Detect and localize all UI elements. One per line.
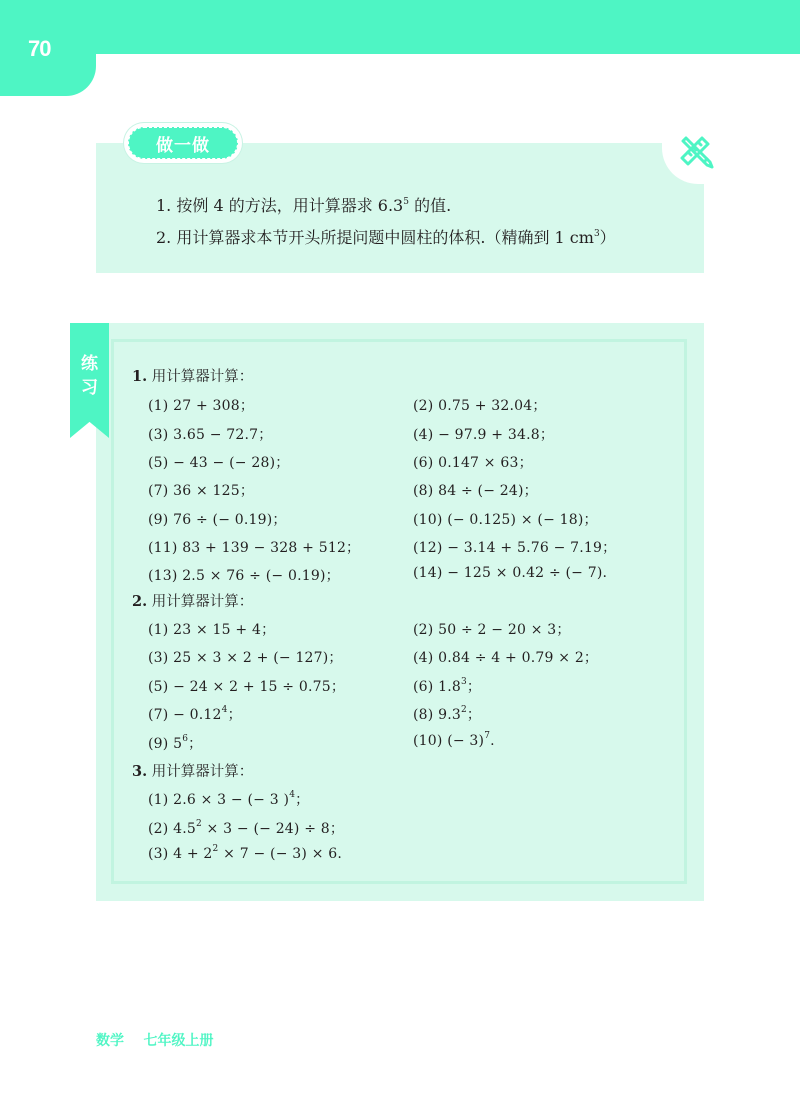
ex1-item-11: (11) 83 + 139 − 328 + 512；: [148, 540, 361, 556]
ex1-item-5: (5) − 43 − (− 28)；: [148, 455, 290, 471]
ex2-item-5: (5) − 24 × 2 + 15 ÷ 0.75；: [148, 679, 346, 695]
exercise-2-heading: 2. 用计算器计算：: [132, 593, 254, 610]
try-it-badge: [124, 123, 242, 163]
try-item-1: 1. 按例 4 的方法，用计算器求 $6.3^5$ 的值.: [156, 196, 452, 215]
ex2-item-9: (9) $5^6$；: [148, 734, 203, 752]
footer-book-title: 数学 七年级上册: [96, 1033, 214, 1049]
ex3-item-1: (1) 2.6 × 3 − (− 3 )$^4$；: [148, 790, 310, 808]
ex1-item-2: (2) 0.75 + 32.04；: [413, 398, 547, 414]
practice-ribbon-label: 练 习: [81, 354, 98, 398]
ex2-item-1: (1) 23 × 15 + 4；: [148, 622, 276, 638]
ex3-item-3: (3) $4 + 2^2 \times 7$ − (− 3) × 6.: [148, 844, 343, 862]
try-it-badge-label: 做一做: [156, 135, 210, 156]
exercise-3-heading: 3. 用计算器计算：: [132, 763, 254, 780]
page-number: 70: [28, 36, 51, 61]
ex1-item-6: (6) 0.147 × 63；: [413, 455, 533, 471]
ex1-item-7: (7) 36 × 125；: [148, 483, 255, 499]
ex1-item-1: (1) 27 + 308；: [148, 398, 255, 414]
ex1-item-8: (8) 84 ÷ (− 24)；: [413, 483, 538, 499]
ex1-item-12: (12) − 3.14 + 5.76 − 7.19；: [413, 540, 617, 556]
ex2-item-6: (6) $1.8^3$；: [413, 677, 482, 695]
pencil-ruler-icon: [676, 130, 718, 170]
ex2-item-8: (8) $9.3^2$；: [413, 705, 482, 723]
ex1-item-10: (10) (− 0.125) × (− 18)；: [413, 512, 598, 528]
ex2-item-2: (2) 50 ÷ 2 − 20 × 3；: [413, 622, 571, 638]
ex1-item-9: (9) 76 ÷ (− 0.19)；: [148, 512, 287, 528]
try-item-2: 2. 用计算器求本节开头所提问题中圆柱的体积.（精确到 1 $cm^3$）: [156, 228, 616, 247]
ex2-item-3: (3) 25 × 3 × 2 + (− 127)；: [148, 650, 343, 666]
ex2-item-7: $(7) - 0.12^4$；: [148, 705, 242, 723]
ex2-item-4: (4) 0.84 ÷ 4 + 0.79 × 2；: [413, 650, 599, 666]
exercise-1-heading: 1. 用计算器计算：: [132, 368, 254, 385]
ex1-item-14: (14) − 125 × 0.42 ÷ (− 7).: [413, 565, 608, 581]
ex1-item-4: (4) − 97.9 + 34.8；: [413, 427, 555, 443]
ex3-item-2: (2) $4.5^2 \times 3$ − (− 24) ÷ 8；: [148, 819, 345, 837]
ex1-item-3: (3) 3.65 − 72.7；: [148, 427, 273, 443]
header-band: [0, 0, 800, 54]
ex1-item-13: (13) 2.5 × 76 ÷ (− 0.19)；: [148, 568, 340, 584]
ex2-item-10: (10) (− 3)$^7$.: [413, 731, 495, 749]
